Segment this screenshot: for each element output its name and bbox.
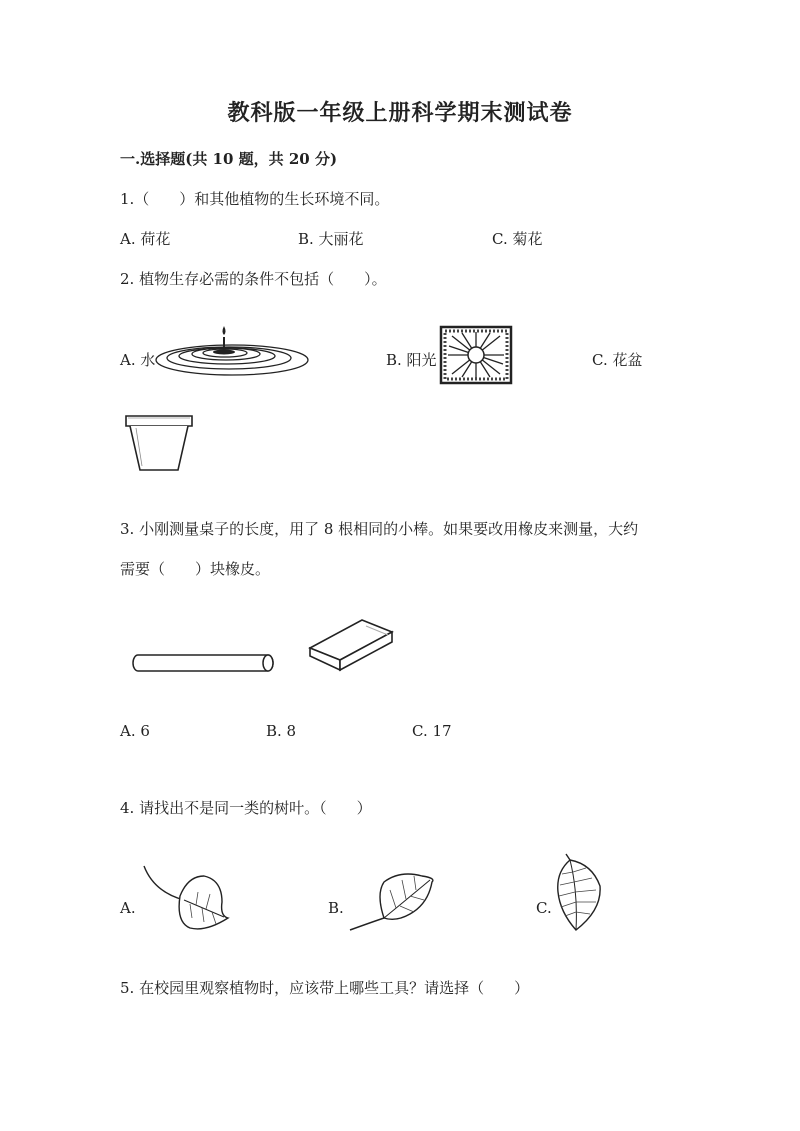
question-4-option-b[interactable]: B. [328,899,344,917]
question-1-option-a[interactable]: A. 荷花 [120,230,171,248]
question-3-option-b[interactable]: B. 8 [266,722,297,740]
leaf-b-image [348,868,438,934]
question-4-option-c[interactable]: C. [536,899,552,917]
water-ripple-image [154,320,310,380]
page-title: 教科版一年级上册科学期末测试卷 [227,100,573,126]
section-heading: 一.选择题(共 10 题，共 20 分) [120,150,338,168]
question-1-option-b[interactable]: B. 大丽花 [298,230,364,248]
question-3-option-c[interactable]: C. 17 [412,722,452,740]
question-3-option-a[interactable]: A. 6 [120,722,150,740]
eraser-image [306,614,398,672]
question-2-option-c[interactable]: C. 花盆 [592,351,643,369]
sunlight-image [440,326,512,384]
question-1-option-c[interactable]: C. 菊花 [492,230,543,248]
question-5-stem: 5. 在校园里观察植物时，应该带上哪些工具？请选择（ ） [120,979,530,997]
leaf-c-image [552,852,608,934]
question-3-stem-line-2: 需要（ ）块橡皮。 [120,560,271,578]
leaf-a-image [140,862,232,934]
question-2-stem: 2. 植物生存必需的条件不包括（ ）。 [120,270,387,288]
question-4-option-a[interactable]: A. [120,899,136,917]
question-1-stem: 1.（ ）和其他植物的生长环境不同。 [120,190,390,208]
stick-image [132,652,276,674]
question-2-option-b[interactable]: B. 阳光 [386,351,437,369]
question-2-option-a[interactable]: A. 水 [120,351,156,369]
question-3-stem-line-1: 3. 小刚测量桌子的长度，用了 8 根相同的小棒。如果要改用橡皮来测量，大约 [120,520,639,538]
question-4-stem: 4. 请找出不是同一类的树叶。（ ） [120,799,372,817]
flower-pot-image [124,412,194,474]
